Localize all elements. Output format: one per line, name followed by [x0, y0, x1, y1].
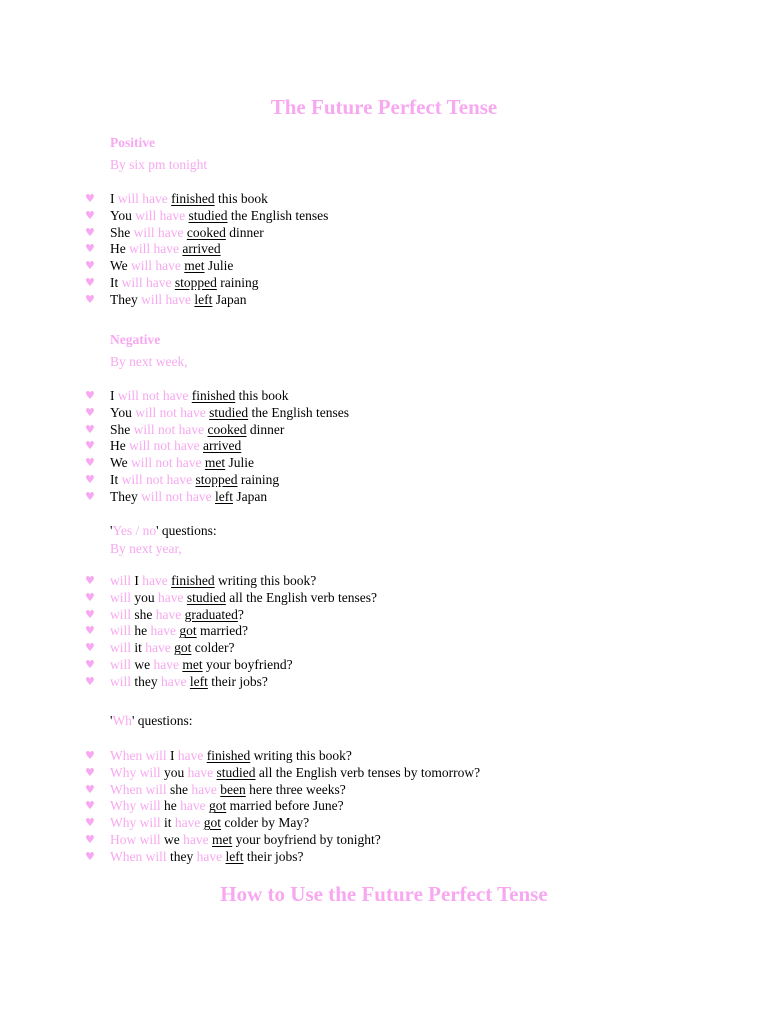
past-participle: stopped [174, 274, 217, 290]
auxiliary: will have [121, 274, 172, 290]
past-participle: left [194, 291, 213, 307]
list-item [0, 489, 349, 506]
auxiliary: will not have [135, 404, 206, 420]
subject: you [164, 764, 185, 780]
subject: It [110, 471, 119, 487]
auxiliary: have [177, 748, 204, 763]
question-word: When will [110, 781, 167, 797]
complement: raining [240, 471, 280, 487]
heart-bullet-icon: ♥ [85, 456, 95, 470]
heart-bullet-icon: ♥ [85, 259, 95, 273]
yesno-heading [110, 523, 217, 539]
subject: it [134, 640, 142, 656]
positive-list [0, 191, 328, 309]
auxiliary: will not have [141, 488, 212, 504]
past-participle: left [189, 673, 208, 689]
subject: she [134, 606, 153, 622]
subject: You [110, 207, 132, 223]
past-participle: got [203, 815, 222, 831]
negative-list [0, 388, 349, 506]
auxiliary: have [142, 573, 168, 588]
wh-heading-label: Wh [112, 713, 132, 728]
heart-bullet-icon: ♥ [85, 472, 95, 486]
list-item [0, 623, 377, 640]
list-item [0, 657, 377, 674]
past-participle: arrived [182, 241, 221, 257]
past-participle: finished [191, 388, 236, 403]
heart-bullet-icon: ♥ [85, 674, 95, 688]
subject: she [170, 781, 188, 797]
heart-bullet-icon: ♥ [85, 590, 95, 604]
subject: They [110, 291, 138, 307]
past-participle: met [211, 831, 233, 847]
list-item [0, 225, 328, 242]
complement: dinner [249, 421, 285, 437]
yesno-heading-label: Yes / no [112, 523, 157, 538]
complement: the English tenses [251, 404, 350, 420]
past-participle: been [220, 781, 246, 797]
past-participle: finished [171, 573, 215, 588]
past-participle: studied [216, 764, 256, 780]
auxiliary: have [153, 656, 179, 672]
subject: They [110, 488, 138, 504]
complement: Julie [228, 455, 255, 471]
negative-heading: Negative [110, 332, 161, 347]
past-participle: studied [209, 404, 249, 420]
auxiliary: have [158, 589, 184, 605]
complement: writing this book? [218, 573, 317, 588]
past-participle: met [204, 455, 226, 471]
auxiliary: have [174, 815, 201, 831]
heart-bullet-icon: ♥ [85, 208, 95, 222]
complement: your boyfriend? [206, 656, 293, 672]
complement: Japan [236, 488, 268, 504]
heart-bullet-icon: ♥ [85, 624, 95, 638]
wh-heading-rest: ' questions: [131, 713, 193, 728]
question-word: Why will [110, 798, 161, 814]
complement: the English tenses [230, 207, 329, 223]
question-word: will [110, 606, 132, 622]
question-word: will [110, 673, 132, 689]
auxiliary: have [145, 640, 171, 656]
auxiliary: have [161, 673, 187, 689]
auxiliary: will have [129, 241, 179, 257]
auxiliary: have [155, 606, 182, 622]
heart-bullet-icon: ♥ [85, 574, 95, 587]
heart-bullet-icon: ♥ [85, 832, 95, 846]
list-item [0, 765, 480, 782]
yesno-intro: By next year, [110, 541, 182, 556]
complement: your boyfriend by tonight? [235, 831, 381, 847]
heart-bullet-icon: ♥ [85, 641, 95, 655]
subject: he [134, 623, 148, 639]
list-item [0, 241, 328, 258]
complement: married before June? [229, 798, 344, 814]
page-title: The Future Perfect Tense [270, 95, 498, 119]
subject: we [164, 831, 180, 847]
past-participle: cooked [207, 421, 247, 437]
heart-bullet-icon: ♥ [85, 439, 95, 453]
list-item [0, 455, 349, 472]
heart-bullet-icon: ♥ [85, 275, 95, 289]
auxiliary: will not have [131, 455, 202, 471]
question-word: When will [110, 748, 167, 763]
heart-bullet-icon: ♥ [85, 607, 95, 621]
list-item [0, 849, 480, 866]
question-word: Why will [110, 764, 161, 780]
heart-bullet-icon: ♥ [85, 192, 95, 205]
past-participle: got [208, 798, 227, 814]
wh-list [0, 748, 480, 866]
past-participle: left [225, 848, 244, 864]
past-participle: finished [171, 191, 215, 206]
past-participle: left [215, 488, 233, 504]
complement: colder? [194, 640, 235, 656]
past-participle: studied [188, 207, 228, 223]
yesno-list [0, 573, 377, 691]
list-item [0, 748, 480, 765]
subject: we [134, 656, 151, 672]
complement: writing this book? [253, 748, 352, 763]
heart-bullet-icon: ♥ [85, 225, 95, 239]
past-participle: got [179, 623, 197, 639]
complement: married? [200, 623, 248, 639]
subject: We [110, 258, 128, 274]
subject: I [134, 573, 139, 588]
complement: this book [238, 388, 289, 403]
past-participle: graduated [184, 606, 238, 622]
auxiliary: will have [131, 258, 181, 274]
list-item [0, 640, 377, 657]
auxiliary: have [187, 764, 214, 780]
auxiliary: have [180, 798, 206, 814]
list-item [0, 590, 377, 607]
auxiliary: will have [141, 291, 191, 307]
auxiliary: will not have [117, 388, 189, 403]
list-item [0, 258, 328, 275]
complement: all the English verb tenses by tomorrow? [258, 764, 481, 780]
complement: Japan [215, 291, 247, 307]
question-word: will [110, 589, 132, 605]
past-participle: finished [206, 748, 251, 763]
question-word: will [110, 656, 132, 672]
list-item [0, 573, 377, 590]
subject: they [134, 673, 158, 689]
auxiliary: have [183, 831, 209, 847]
question-word: will [110, 573, 132, 588]
wh-heading-quote: ' [110, 713, 113, 728]
past-participle: cooked [186, 224, 226, 240]
past-participle: met [184, 258, 205, 274]
question-word: Why will [110, 815, 161, 831]
complement: colder by May? [224, 815, 310, 831]
heart-bullet-icon: ♥ [85, 422, 95, 436]
list-item [0, 388, 349, 405]
list-item [0, 782, 480, 799]
wh-heading [110, 713, 193, 729]
list-item [0, 798, 480, 815]
complement: all the English verb tenses? [229, 589, 377, 605]
auxiliary: will not have [133, 421, 205, 437]
complement: this book [218, 191, 268, 206]
subject: I [110, 191, 115, 206]
auxiliary: will have [135, 207, 186, 223]
negative-intro: By next week, [110, 354, 188, 369]
heart-bullet-icon: ♥ [85, 749, 95, 762]
auxiliary: will not have [129, 438, 200, 454]
list-item [0, 208, 328, 225]
auxiliary: have [196, 848, 223, 864]
heart-bullet-icon: ♥ [85, 799, 95, 813]
subject: She [110, 224, 131, 240]
question-word: When will [110, 848, 167, 864]
positive-intro: By six pm tonight [110, 157, 208, 172]
heart-bullet-icon: ♥ [85, 489, 95, 503]
heart-bullet-icon: ♥ [85, 816, 95, 830]
question-word: How will [110, 831, 161, 847]
subject: He [110, 241, 126, 257]
past-participle: met [182, 656, 203, 672]
list-item [0, 607, 377, 624]
heart-bullet-icon: ♥ [85, 765, 95, 779]
yesno-heading-rest: ' questions: [156, 523, 217, 538]
list-item [0, 438, 349, 455]
past-participle: stopped [195, 471, 238, 487]
list-item [0, 275, 328, 292]
list-item [0, 674, 377, 691]
complement: ? [237, 606, 244, 622]
auxiliary: have [150, 623, 176, 639]
heart-bullet-icon: ♥ [85, 292, 95, 306]
subject: He [110, 438, 126, 454]
question-word: will [110, 640, 132, 656]
list-item [0, 191, 328, 208]
list-item [0, 405, 349, 422]
past-participle: studied [186, 589, 226, 605]
auxiliary: have [191, 781, 217, 797]
complement: Julie [207, 258, 234, 274]
complement: their jobs? [246, 848, 304, 864]
list-item [0, 472, 349, 489]
subject: I [170, 748, 175, 763]
subject: We [110, 455, 128, 471]
past-participle: arrived [203, 438, 242, 454]
auxiliary: will have [133, 224, 184, 240]
subject: I [110, 388, 115, 403]
complement: their jobs? [211, 673, 268, 689]
list-item [0, 422, 349, 439]
auxiliary: will have [117, 191, 168, 206]
heart-bullet-icon: ♥ [85, 242, 95, 256]
subject: it [164, 815, 172, 831]
list-item [0, 292, 328, 309]
subject: She [110, 421, 131, 437]
subject: You [110, 404, 132, 420]
auxiliary: will not have [121, 471, 193, 487]
complement: here three weeks? [249, 781, 346, 797]
list-item [0, 832, 480, 849]
positive-heading: Positive [110, 135, 155, 150]
heart-bullet-icon: ♥ [85, 405, 95, 419]
list-item [0, 815, 480, 832]
subject: you [134, 589, 155, 605]
heart-bullet-icon: ♥ [85, 782, 95, 796]
heart-bullet-icon: ♥ [85, 657, 95, 671]
subject: he [164, 798, 177, 814]
subject: they [170, 848, 194, 864]
complement: raining [220, 274, 259, 290]
complement: dinner [229, 224, 264, 240]
section-title-how-to-use: How to Use the Future Perfect Tense [220, 882, 548, 906]
heart-bullet-icon: ♥ [85, 389, 95, 402]
question-word: will [110, 623, 132, 639]
heart-bullet-icon: ♥ [85, 849, 95, 863]
subject: It [110, 274, 119, 290]
past-participle: got [174, 640, 192, 656]
yesno-heading-quote: ' [110, 523, 113, 538]
